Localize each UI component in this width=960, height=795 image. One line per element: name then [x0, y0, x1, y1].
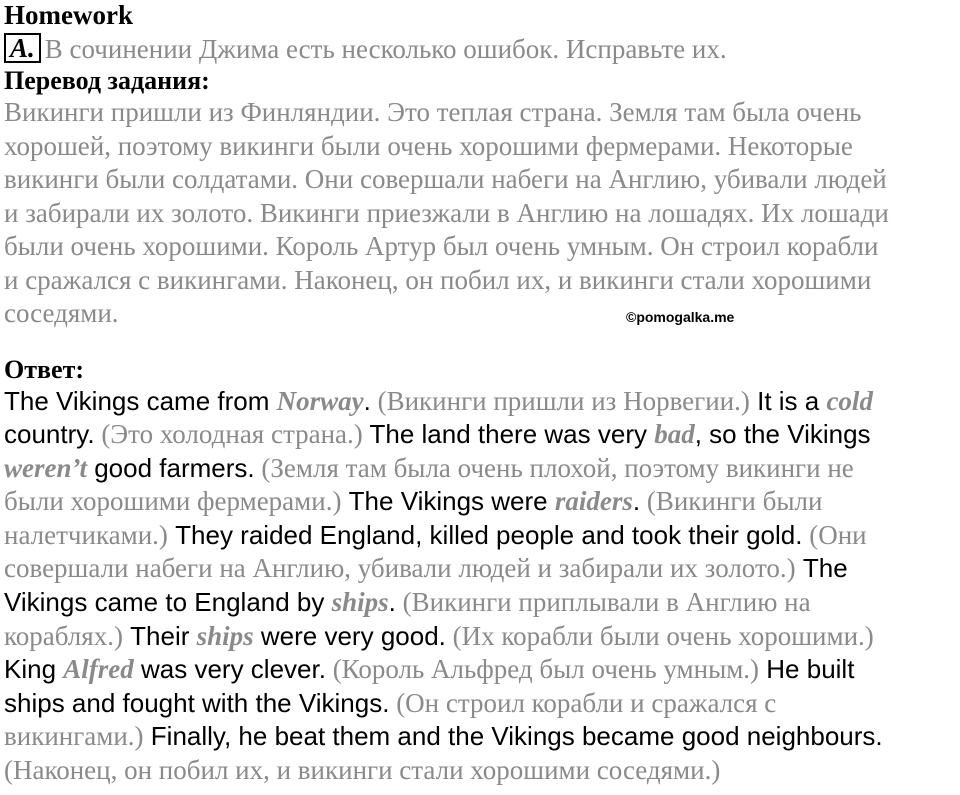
translation-line: викинги были солдатами. Они совершали набеги на Англию, убивали людей	[4, 164, 887, 194]
russian-translation: совершали набеги на Англию, убивали людей и забирали их золото.)	[4, 553, 796, 584]
translation-heading: Перевод задания:	[4, 66, 210, 95]
answer-heading: Ответ:	[4, 354, 85, 384]
russian-translation: (Король Альфред был очень умным.)	[325, 654, 760, 685]
corrected-word: cold	[826, 385, 873, 416]
translation-text	[4, 96, 954, 331]
english-text: .	[363, 385, 371, 416]
answer-line	[4, 552, 954, 586]
russian-translation: (Они	[802, 519, 867, 550]
answer-line	[4, 418, 954, 452]
english-text: was very clever.	[133, 654, 326, 685]
english-text: Vikings came to England by	[4, 587, 332, 618]
russian-translation: (Земля там была очень плохой, поэтому викинги не	[254, 452, 854, 483]
russian-translation: (Викинги приплывали в Англию на	[395, 587, 811, 618]
watermark: ©pomogalka.me	[626, 309, 735, 325]
english-text: The land there was very	[362, 419, 655, 450]
translation-line: и сражался с викингами. Наконец, он побил их, и викинги стали хорошими	[4, 264, 872, 295]
russian-translation: (Викинги пришли из Норвегии.)	[370, 385, 750, 416]
translation-line: соседями.	[4, 298, 119, 328]
english-text: country.	[4, 419, 95, 450]
answer-text	[4, 385, 954, 788]
translation-line: хорошей, поэтому викинги были очень хорошими фермерами. Некоторые	[4, 130, 853, 161]
corrected-word: Alfred	[63, 654, 134, 685]
english-text: good farmers.	[87, 452, 255, 483]
english-text: , so the Vikings	[694, 419, 871, 450]
translation-line: Викинги пришли из Финляндии. Это теплая страна. Земля там была очень	[4, 97, 862, 127]
english-text: Finally, he beat them and the Vikings became good neighbours.	[143, 721, 883, 752]
answer-line	[4, 452, 954, 486]
answer-line	[4, 687, 954, 721]
task-instruction	[4, 32, 954, 66]
homework-page	[4, 0, 954, 788]
english-text: King	[4, 654, 64, 685]
answer-line	[4, 754, 954, 788]
english-text: He built	[759, 654, 855, 685]
english-text: .	[388, 587, 396, 618]
russian-translation: были хорошими фермерами.)	[4, 486, 342, 517]
english-text: The	[795, 553, 848, 584]
russian-translation: (Он строил корабли и сражался с	[389, 687, 777, 718]
english-text: .	[632, 486, 641, 517]
corrected-word: Norway	[276, 385, 364, 416]
answer-line	[4, 485, 954, 519]
russian-translation: налетчиками.)	[4, 519, 168, 550]
corrected-word: ships	[196, 620, 254, 651]
corrected-word: weren’t	[4, 452, 87, 483]
task-text: В сочинении Джима есть несколько ошибок. Исправьте их.	[44, 34, 727, 64]
corrected-word: raiders	[554, 486, 633, 517]
russian-translation: (Это холодная страна.)	[94, 419, 363, 450]
translation-line: и забирали их золото. Викинги приезжали в Англию на лошадях. Их лошади	[4, 197, 889, 228]
corrected-word: ships	[331, 587, 389, 618]
corrected-word: bad	[654, 419, 695, 450]
answer-line	[4, 653, 954, 687]
answer-line	[4, 586, 954, 620]
russian-translation: (Их корабли были очень хорошими.)	[445, 620, 874, 651]
english-text: They raided England, killed people and took their gold.	[167, 519, 803, 550]
answer-line	[4, 519, 954, 553]
russian-translation: (Викинги были	[640, 486, 823, 517]
english-text: The Vikings were	[341, 486, 555, 517]
task-letter-badge: A.	[4, 33, 41, 63]
english-text: Their	[122, 620, 197, 651]
english-text: were very good.	[253, 620, 446, 651]
russian-translation: викингами.)	[4, 721, 144, 752]
russian-translation: кораблях.)	[4, 620, 123, 651]
russian-translation: (Наконец, он побил их, и викинги стали хорошими соседями.)	[4, 755, 721, 786]
answer-line	[4, 385, 954, 419]
english-text: It is a	[749, 385, 827, 416]
answer-line	[4, 720, 954, 754]
answer-line	[4, 620, 954, 654]
english-text: The Vikings came from	[4, 385, 277, 416]
page-title: Homework	[4, 0, 133, 30]
translation-line: были очень хорошими. Король Артур был очень умным. Он строил корабли	[4, 231, 879, 261]
english-text: ships and fought with the Vikings.	[4, 687, 390, 718]
